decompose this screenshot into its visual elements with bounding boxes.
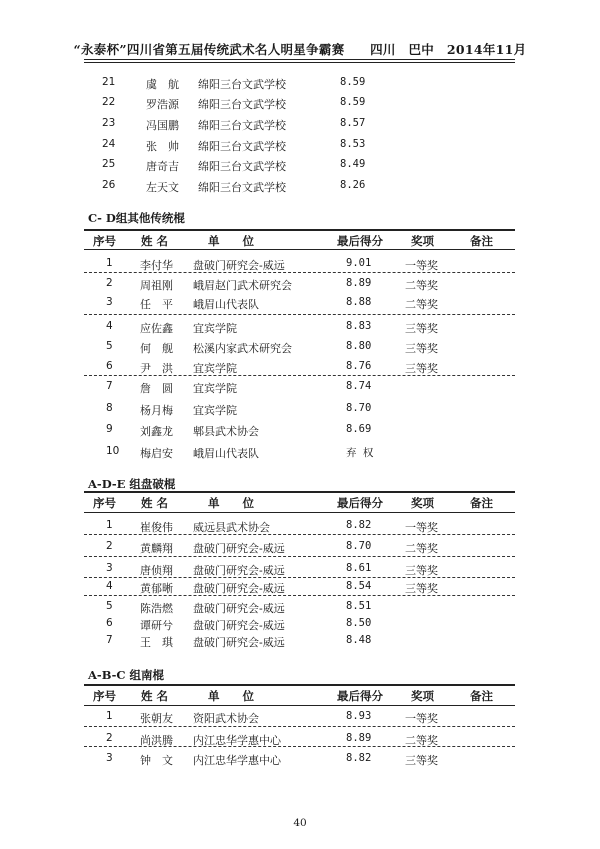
unit-cell: 绵阳三台文武学校 [198, 140, 286, 153]
table-header-rule [84, 512, 515, 513]
name-cell: 崔俊伟 [140, 521, 173, 534]
table-top-rule [84, 684, 515, 686]
rank-cell: 3 [106, 296, 113, 308]
rank-cell: 5 [106, 340, 113, 352]
award-cell: 三等奖 [405, 754, 438, 767]
name-cell: 黄郁晰 [140, 582, 173, 595]
unit-cell: 绵阳三台文武学校 [198, 160, 286, 173]
table-header-rule [84, 705, 515, 706]
column-header-unit: 单 位 [208, 234, 254, 248]
award-cell: 三等奖 [405, 342, 438, 355]
award-group-divider [84, 375, 515, 376]
rank-cell: 23 [102, 117, 116, 129]
column-header-name: 姓 名 [141, 496, 169, 510]
award-group-divider [84, 577, 515, 578]
table-top-rule [84, 491, 515, 493]
rank-cell: 4 [106, 580, 113, 592]
page-number: 40 [293, 817, 307, 829]
column-header-name: 姓 名 [141, 689, 169, 703]
score-cell: 8.59 [340, 96, 366, 108]
award-cell: 二等奖 [405, 298, 438, 311]
header-rule [84, 59, 515, 60]
score-cell: 8.93 [346, 710, 372, 722]
rank-cell: 1 [106, 257, 113, 269]
column-header-award: 奖项 [411, 689, 434, 703]
rank-cell: 8 [106, 402, 113, 414]
score-cell: 8.83 [346, 320, 372, 332]
section-title: C- D组其他传统棍 [88, 211, 185, 225]
score-cell: 8.48 [346, 634, 372, 646]
award-cell: 一等奖 [405, 521, 438, 534]
name-cell: 王 琪 [140, 636, 173, 649]
name-cell: 陈浩燃 [140, 602, 173, 615]
name-cell: 张朝友 [140, 712, 173, 725]
award-group-divider [84, 534, 515, 535]
column-header-note: 备注 [470, 496, 493, 510]
column-header-note: 备注 [470, 689, 493, 703]
rank-cell: 21 [102, 76, 116, 88]
unit-cell: 峨眉赵门武术研究会 [193, 279, 292, 292]
rank-cell: 22 [102, 96, 116, 108]
section-title: A-D-E 组盘破棍 [88, 477, 176, 491]
award-group-divider [84, 726, 515, 727]
award-cell: 二等奖 [405, 279, 438, 292]
score-cell: 8.74 [346, 380, 372, 392]
award-group-divider [84, 314, 515, 315]
column-header-award: 奖项 [411, 234, 434, 248]
column-header-award: 奖项 [411, 496, 434, 510]
name-cell: 刘鑫龙 [140, 425, 173, 438]
rank-cell: 25 [102, 158, 116, 170]
column-header-unit: 单 位 [208, 689, 254, 703]
unit-cell: 资阳武术协会 [193, 712, 259, 725]
unit-cell: 宜宾学院 [193, 382, 237, 395]
name-cell: 任 平 [140, 298, 173, 311]
award-cell: 二等奖 [405, 734, 438, 747]
page-header-title: “永泰杯”四川省第五届传统武术名人明星争霸赛 四川 巴中 2014年11月 [73, 42, 527, 57]
rank-cell: 3 [106, 562, 113, 574]
award-cell: 一等奖 [405, 712, 438, 725]
award-cell: 三等奖 [405, 362, 438, 375]
award-group-divider [84, 746, 515, 747]
unit-cell: 盘破门研究会-威远 [193, 542, 285, 555]
rank-cell: 1 [106, 710, 113, 722]
name-cell: 何 舰 [140, 342, 173, 355]
column-header-note: 备注 [470, 234, 493, 248]
unit-cell: 盘破门研究会-威远 [193, 619, 285, 632]
name-cell: 李付华 [140, 259, 173, 272]
score-cell: 8.69 [346, 423, 372, 435]
rank-cell: 5 [106, 600, 113, 612]
column-header-rank: 序号 [93, 234, 116, 248]
column-header-name: 姓 名 [141, 234, 169, 248]
name-cell: 詹 圆 [140, 382, 173, 395]
column-header-unit: 单 位 [208, 496, 254, 510]
award-cell: 三等奖 [405, 322, 438, 335]
unit-cell: 盘破门研究会-威远 [193, 636, 285, 649]
unit-cell: 盘破门研究会-威远 [193, 564, 285, 577]
name-cell: 周祖刚 [140, 279, 173, 292]
column-header-score: 最后得分 [337, 234, 383, 248]
rank-cell: 2 [106, 540, 113, 552]
name-cell: 应佐鑫 [140, 322, 173, 335]
award-group-divider [84, 556, 515, 557]
column-header-score: 最后得分 [337, 689, 383, 703]
rank-cell: 3 [106, 752, 113, 764]
unit-cell: 松溪内家武术研究会 [193, 342, 292, 355]
table-header-rule [84, 249, 515, 250]
score-cell: 8.57 [340, 117, 366, 129]
rank-cell: 2 [106, 277, 113, 289]
name-cell: 冯国鹏 [146, 119, 179, 132]
score-cell: 8.51 [346, 600, 372, 612]
rank-cell: 10 [106, 445, 120, 457]
score-cell: 8.70 [346, 540, 372, 552]
score-cell: 8.61 [346, 562, 372, 574]
score-cell: 8.54 [346, 580, 372, 592]
section-title: A-B-C 组南棍 [88, 668, 165, 682]
unit-cell: 宜宾学院 [193, 404, 237, 417]
score-cell: 8.49 [340, 158, 366, 170]
unit-cell: 宜宾学院 [193, 362, 237, 375]
award-cell: 三等奖 [405, 564, 438, 577]
score-cell: 8.53 [340, 138, 366, 150]
score-cell: 9.01 [346, 257, 372, 269]
name-cell: 尹 洪 [140, 362, 173, 375]
score-cell: 8.50 [346, 617, 372, 629]
rank-cell: 9 [106, 423, 113, 435]
unit-cell: 盘破门研究会-威远 [193, 582, 285, 595]
name-cell: 钟 文 [140, 754, 173, 767]
unit-cell: 盘破门研究会-威远 [193, 602, 285, 615]
unit-cell: 绵阳三台文武学校 [198, 78, 286, 91]
rank-cell: 4 [106, 320, 113, 332]
score-cell: 弃 权 [346, 447, 374, 459]
unit-cell: 绵阳三台文武学校 [198, 181, 286, 194]
column-header-score: 最后得分 [337, 496, 383, 510]
name-cell: 罗浩源 [146, 98, 179, 111]
rank-cell: 6 [106, 617, 113, 629]
score-cell: 8.80 [346, 340, 372, 352]
column-header-rank: 序号 [93, 496, 116, 510]
score-cell: 8.82 [346, 752, 372, 764]
name-cell: 梅启安 [140, 447, 173, 460]
name-cell: 谭研兮 [140, 619, 173, 632]
column-header-rank: 序号 [93, 689, 116, 703]
score-cell: 8.82 [346, 519, 372, 531]
name-cell: 黄麟翔 [140, 542, 173, 555]
name-cell: 左天文 [146, 181, 179, 194]
name-cell: 唐侦翔 [140, 564, 173, 577]
award-cell: 二等奖 [405, 542, 438, 555]
score-cell: 8.88 [346, 296, 372, 308]
unit-cell: 峨眉山代表队 [193, 447, 259, 460]
score-cell: 8.59 [340, 76, 366, 88]
score-cell: 8.70 [346, 402, 372, 414]
score-cell: 8.76 [346, 360, 372, 372]
rank-cell: 7 [106, 634, 113, 646]
unit-cell: 内江忠华学惠中心 [193, 734, 281, 747]
unit-cell: 宜宾学院 [193, 322, 237, 335]
unit-cell: 绵阳三台文武学校 [198, 98, 286, 111]
name-cell: 虞 航 [146, 78, 179, 91]
name-cell: 尚洪腾 [140, 734, 173, 747]
header-rule-second [84, 62, 515, 63]
unit-cell: 威远县武术协会 [193, 521, 270, 534]
unit-cell: 绵阳三台文武学校 [198, 119, 286, 132]
score-cell: 8.26 [340, 179, 366, 191]
score-cell: 8.89 [346, 732, 372, 744]
name-cell: 唐奇吉 [146, 160, 179, 173]
rank-cell: 24 [102, 138, 116, 150]
award-cell: 一等奖 [405, 259, 438, 272]
unit-cell: 盘破门研究会-威远 [193, 259, 285, 272]
name-cell: 张 帅 [146, 140, 179, 153]
rank-cell: 6 [106, 360, 113, 372]
unit-cell: 郫县武术协会 [193, 425, 259, 438]
unit-cell: 内江忠华学惠中心 [193, 754, 281, 767]
award-group-divider [84, 595, 515, 596]
award-cell: 三等奖 [405, 582, 438, 595]
table-top-rule [84, 229, 515, 231]
rank-cell: 1 [106, 519, 113, 531]
rank-cell: 26 [102, 179, 116, 191]
name-cell: 杨月梅 [140, 404, 173, 417]
rank-cell: 7 [106, 380, 113, 392]
award-group-divider [84, 272, 515, 273]
unit-cell: 峨眉山代表队 [193, 298, 259, 311]
rank-cell: 2 [106, 732, 113, 744]
score-cell: 8.89 [346, 277, 372, 289]
